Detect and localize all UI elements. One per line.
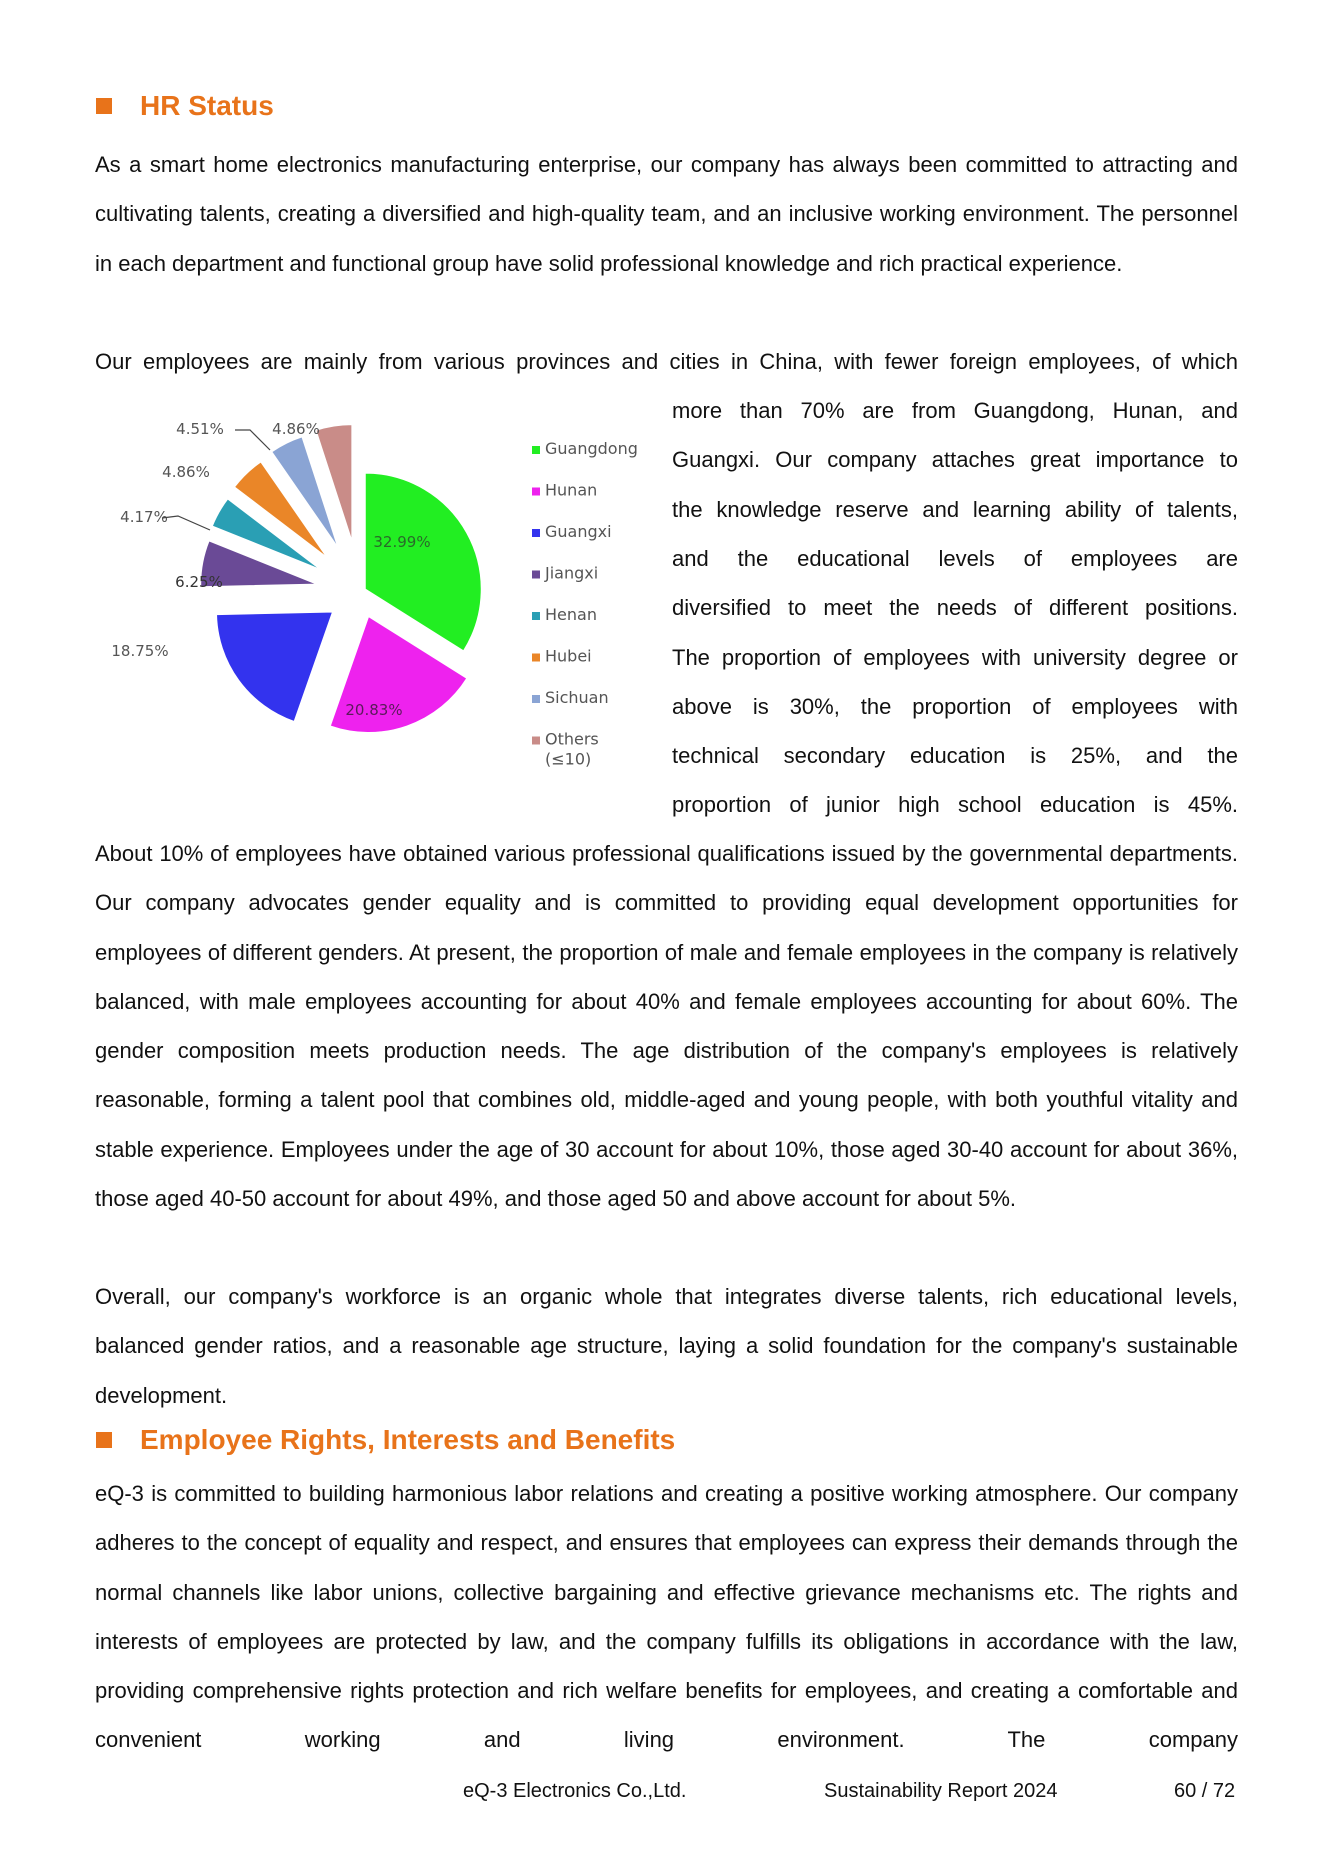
pie-data-label: 18.75% — [111, 642, 169, 660]
pie-data-label: 20.83% — [345, 701, 403, 719]
paragraph-line: more than 70% are from Guangdong, Hunan, and — [672, 398, 1238, 423]
legend-swatch — [532, 446, 540, 454]
paragraph: About 10% of employees have obtained various professional qualifications issued by the governmental departments. Our company advocates gender equality and is committed to providing equal development opportunities for employees of different genders. At present, the proportion of male and female employees in the company is relatively balanced, with male employees accounting for about 40% and female employees accounting for about 60%. The gender composition meets production needs. The age distribution of the company's employees is relatively reasonable, forming a talent pool that combines old, middle-aged and young people, with both youthful vitality and stable experience. Employees under the age of 30 account for about 10%, those aged 30-40 account for about 36%, those aged 40-50 account for about 49%, and those aged 50 and above account for about 5%. — [95, 841, 1238, 1212]
footer-page-number: 60 / 72 — [1174, 1780, 1236, 1802]
paragraph-line: above is 30%, the proportion of employees with — [672, 693, 1238, 719]
legend-label: Jiangxi — [545, 563, 599, 583]
legend-label: Guangdong — [545, 439, 638, 458]
paragraph-line: Guangxi. Our company attaches great importance to — [672, 447, 1238, 473]
paragraph-line: proportion of junior high school education is 45%. — [672, 792, 1238, 818]
legend-label: Others (≤10) — [545, 729, 599, 769]
legend-label: Sichuan — [545, 688, 609, 707]
province-distribution-pie-chart — [100, 410, 660, 780]
square-bullet-icon — [96, 98, 112, 114]
pie-data-label: 4.86% — [162, 463, 210, 481]
legend-swatch — [532, 488, 540, 496]
heading-text: Employee Rights, Interests and Benefits — [140, 1424, 676, 1455]
paragraph: As a smart home electronics manufacturing enterprise, our company has always been committed to attracting and cultivating talents, creating a diversified and high-quality team, and an inclusive working environment. The personnel in each department and functional group have solid professional knowledge and rich practical experience. — [95, 152, 1238, 276]
square-bullet-icon — [96, 1432, 112, 1448]
pie-data-label: 6.25% — [175, 573, 223, 591]
legend-label: Hunan — [545, 480, 598, 500]
paragraph: eQ-3 is committed to building harmonious labor relations and creating a positive working atmosphere. Our company adheres to the concept of equality and respect, and ensures that employees can express their demands through the normal channels like labor unions, collective bargaining and effective grievance mechanisms etc. The rights and interests of employees are protected by law, and the company fulfills its obligations in accordance with the law, providing comprehensive rights protection and rich welfare benefits for employees, and creating a comfortable and convenient working and living environment. The company — [95, 1481, 1238, 1753]
section-heading-hr-status — [96, 90, 274, 122]
pie-data-label: 4.86% — [272, 420, 320, 438]
paragraph-line: The proportion of employees with university degree or — [672, 644, 1238, 670]
legend-swatch — [532, 695, 540, 703]
paragraph-line: and the educational levels of employees are — [672, 545, 1238, 571]
legend-swatch — [532, 654, 540, 662]
legend-swatch — [532, 737, 540, 745]
legend-swatch — [532, 571, 540, 579]
pie-slice-guangxi — [217, 612, 333, 721]
legend-swatch — [532, 612, 540, 620]
paragraph: Overall, our company's workforce is an organic whole that integrates diverse talents, rich educational levels, balanced gender ratios, and a reasonable age structure, laying a solid foundation for the company's sustainable development. — [95, 1284, 1238, 1408]
label-leader-line — [162, 516, 210, 530]
legend-label: Guangxi — [545, 522, 612, 541]
pie-data-label: 32.99% — [373, 533, 431, 551]
paragraph-line: technical secondary education is 25%, and the — [672, 743, 1238, 769]
paragraph: Our employees are mainly from various provinces and cities in China, with fewer foreign employees, of which — [95, 349, 1238, 374]
pie-slice-guangdong — [365, 473, 481, 651]
legend-label: Henan — [545, 605, 597, 624]
footer-report-title: Sustainability Report 2024 — [824, 1780, 1058, 1802]
section-heading-employee-rights — [96, 1424, 675, 1456]
paragraph-line: the knowledge reserve and learning ability of talents, — [672, 496, 1238, 522]
paragraph-line: diversified to meet the needs of different positions. — [672, 595, 1238, 621]
label-leader-line — [235, 430, 270, 450]
footer-company: eQ-3 Electronics Co.,Ltd. — [463, 1780, 687, 1802]
legend-swatch — [532, 529, 540, 537]
heading-text: HR Status — [140, 90, 274, 121]
legend-label: Hubei — [545, 646, 592, 666]
pie-data-label: 4.17% — [120, 508, 168, 526]
pie-data-label: 4.51% — [176, 420, 224, 438]
